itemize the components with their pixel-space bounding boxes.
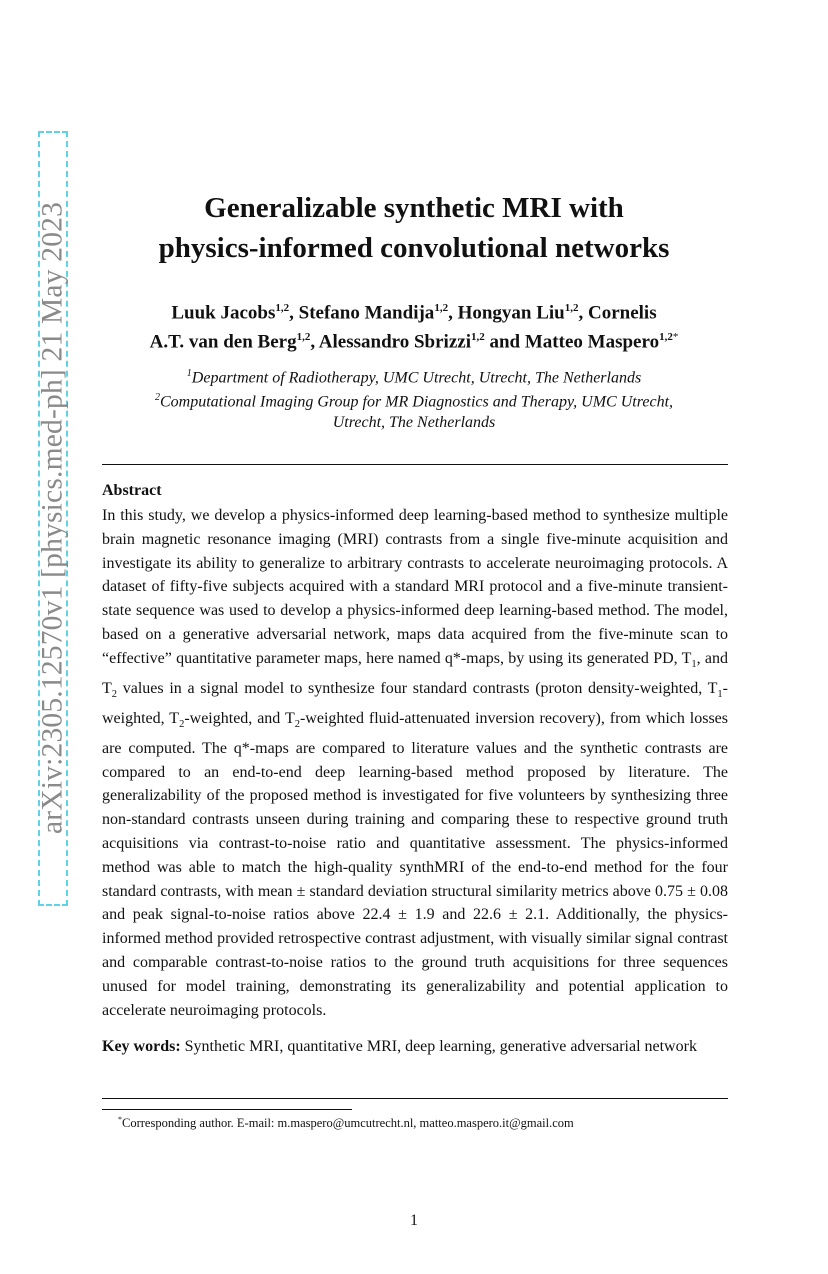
footnote (118, 1115, 574, 1131)
author-name: Luuk Jacobs (171, 302, 276, 324)
title-line-2: physics-informed convolutional networks (158, 232, 670, 264)
affiliation-2: Computational Imaging Group for MR Diagnostics and Therapy, UMC Utrecht, (159, 393, 674, 411)
arxiv-identifier[interactable]: arXiv:2305.12570v1 [physics.med-ph] 21 May 2023 (36, 201, 69, 835)
abstract-segment: -weighted, T (102, 679, 728, 727)
author-affil-sup: 1,2 (275, 302, 290, 314)
title-line-1: Generalizable synthetic MRI with (204, 192, 624, 224)
author-affil-sup: 1,2 (659, 331, 673, 344)
author-separator: , (289, 302, 299, 324)
footnote-text: Corresponding author. E-mail: m.maspero@umcutrecht.nl, matteo.maspero.it@gmail.com (122, 1116, 574, 1131)
subscript: 2 (111, 688, 118, 700)
author-name: Hongyan Liu (457, 302, 565, 324)
abstract-segment: In this study, we develop a physics-informed deep learning-based method to synthesize multiple brain magnetic resonance imaging (MRI) contrasts from a single five-minute acquisition and investigate its ability to generalize to arbitrary contrasts to accelerate neuroimaging protocols. A dataset of fifty-five subjects acquired with a standard MRI protocol and a five-minute transient-state sequence was used to develop a physics-informed deep learning-based method. The model, based on a generative adversarial network, maps data acquired from the five-minute scan to “effective” quantitative parameter maps, here named q*-maps, by using its generated PD, T (102, 507, 728, 667)
subscript: 1 (717, 688, 723, 700)
author-separator: , (448, 302, 458, 324)
abstract-segment: , and T (102, 649, 728, 697)
affil-mark: 1 (186, 368, 192, 379)
affiliations (100, 364, 728, 433)
author-list (100, 296, 728, 355)
author-separator: and (484, 331, 525, 353)
abstract-segment: -weighted fluid-attenuated inversion recovery), from which losses are computed. The q*-maps are compared to literature values and the synthetic contrasts are compared to an end-to-end deep learning-based method proposed by literature. The generalizability of the proposed method is investigated for five volunteers by synthesizing three non-standard contrasts unseen during training and comparing these to respective ground truth acquisitions via contrast-to-noise ratio and quantitative assessment. The physics-informed method was able to match the high-quality synthMRI of the end-to-end method for the four standard contrasts, with mean ± standard deviation structural similarity metrics above 0.75 ± 0.08 and peak signal-to-noise ratios above 22.4 ± 1.9 and 22.6 ± 2.1. Additionally, the physics-informed method provided retrospective contrast adjustment, with visually similar signal contrast and comparable contrast-to-noise ratios to the ground truth acquisitions for three sequences unused for model training, demonstrating its generalizability and potential application to accelerate neuroimaging protocols. (102, 709, 729, 1019)
subscript: 2 (294, 718, 300, 730)
author-name: Alessandro Sbrizzi (318, 331, 471, 353)
subscript: 2 (179, 718, 185, 730)
bottom-rule (102, 1098, 728, 1099)
affiliation-1: Department of Radiotherapy, UMC Utrecht, Utrecht, The Netherlands (191, 369, 642, 387)
author-affil-sup: 1,2 (296, 331, 311, 344)
top-rule (102, 464, 728, 465)
affil-mark: 2 (154, 392, 160, 404)
corresponding-star[interactable]: * (672, 331, 679, 344)
subscript: 1 (691, 658, 697, 670)
paper-title (100, 188, 728, 268)
keywords-text: Synthetic MRI, quantitative MRI, deep learning, generative adversarial network (180, 1038, 697, 1055)
footnote-rule (102, 1109, 352, 1110)
footnote-mark: * (118, 1115, 122, 1124)
author-name: Stefano Mandija (298, 302, 435, 324)
author-separator: , (310, 331, 319, 353)
keywords (102, 1035, 728, 1059)
author-separator: , Cornelis (578, 302, 657, 324)
author-name: Matteo Maspero (524, 331, 660, 353)
abstract-segment: -weighted, and T (184, 709, 295, 727)
page-number: 1 (410, 1212, 418, 1229)
author-name: A.T. van den Berg (149, 331, 297, 353)
keywords-label: Key words: (102, 1038, 181, 1055)
author-affil-sup: 1,2 (564, 302, 579, 314)
abstract-text (102, 504, 728, 1022)
author-affil-sup: 1,2 (470, 331, 485, 344)
abstract-heading: Abstract (102, 482, 162, 499)
affiliation-2-cont: Utrecht, The Netherlands (332, 413, 496, 431)
author-affil-sup: 1,2 (434, 302, 449, 314)
abstract-segment: values in a signal model to synthesize four standard contrasts (proton density-weighted, T (117, 679, 718, 697)
